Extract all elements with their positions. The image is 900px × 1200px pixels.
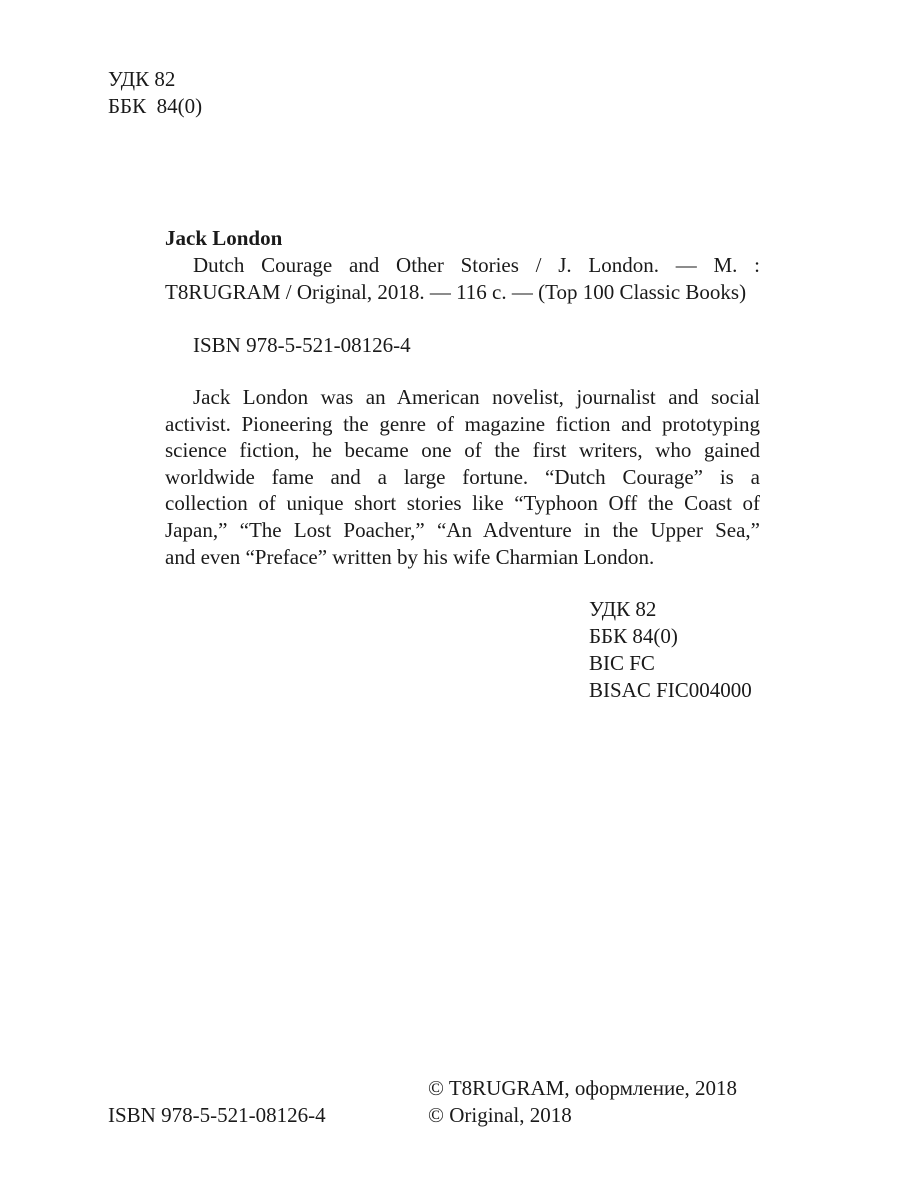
abstract-line: worldwide fame and a large fortune. “Dutch Courage” is a xyxy=(165,464,760,489)
catalog-author: Jack London xyxy=(165,226,283,250)
udk-code-right: УДК 82 xyxy=(589,597,657,621)
catalog-publisher-line: T8RUGRAM / Original, 2018. — 116 с. — (Top 100 Classic Books) xyxy=(165,280,747,304)
abstract-line: Japan,” “The Lost Poacher,” “An Adventure in the Upper Sea,” xyxy=(165,517,760,542)
abstract-line: collection of unique short stories like “Typhoon Off the Coast of xyxy=(165,491,760,516)
right-classification-codes xyxy=(589,596,752,704)
copyright-line-design: © T8RUGRAM, оформление, 2018 xyxy=(428,1076,738,1100)
abstract-line: activist. Pioneering the genre of magazine fiction and prototyping xyxy=(165,411,760,436)
abstract-line: and even “Preface” written by his wife Charmian London. xyxy=(165,544,655,569)
bbk-code-right: ББК 84(0) xyxy=(589,624,678,648)
copyright-line-original: © Original, 2018 xyxy=(428,1103,572,1127)
catalog-record xyxy=(165,225,760,306)
bottom-isbn: ISBN 978-5-521-08126-4 xyxy=(108,1103,326,1127)
catalog-isbn: ISBN 978-5-521-08126-4 xyxy=(193,333,411,357)
bisac-code: BISAC FIC004000 xyxy=(589,678,752,702)
abstract-line: Jack London was an American novelist, journalist and social xyxy=(193,385,760,409)
top-classification-codes xyxy=(108,66,202,120)
abstract-paragraph xyxy=(165,384,760,570)
catalog-title-line: Dutch Courage and Other Stories / J. London. — M. : xyxy=(193,253,760,277)
bbk-code: ББК 84(0) xyxy=(108,94,203,118)
copyright-notice xyxy=(428,1075,737,1129)
abstract-line: science fiction, he became one of the first writers, who gained xyxy=(165,438,760,463)
bic-code: BIC FC xyxy=(589,651,655,675)
udk-code: УДК 82 xyxy=(108,67,176,91)
